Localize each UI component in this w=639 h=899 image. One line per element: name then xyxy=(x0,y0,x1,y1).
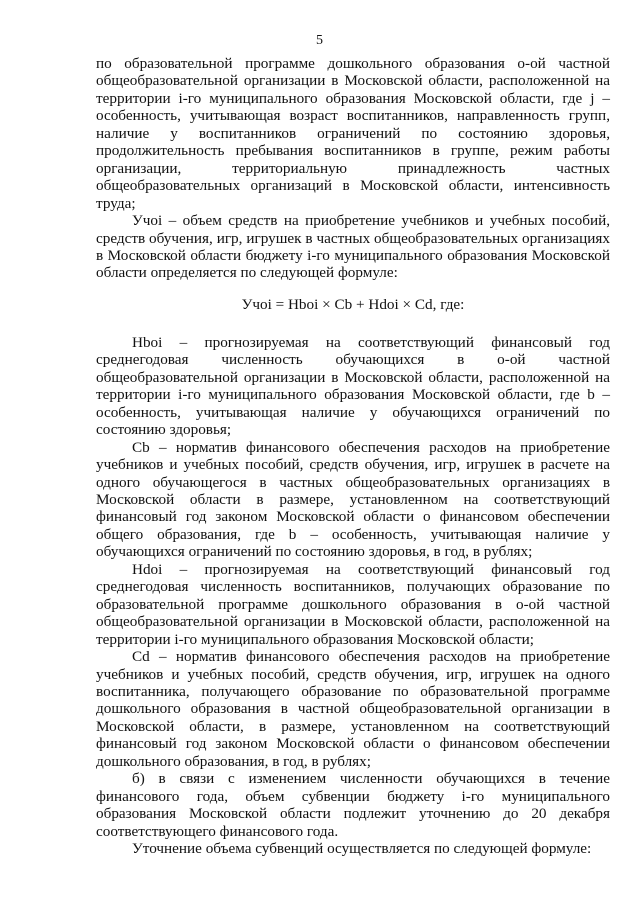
definition-cd: Cd – норматив финансового обеспечения расходов на приобретение учебников и учебных пособий, средств обучения, игр, игрушек на одного воспитанника, получающего образование по образовательной программе дошкольного образования в частной общеобразовательной организации в Московской области, в размере, установленном на соответствующий финансовый год законом Московской области о финансовом обеспечении дошкольного образования, в год, в рублях; xyxy=(96,648,610,770)
paragraph-continuation: по образовательной программе дошкольного образования о-ой частной общеобразовательной организации в Московской области, расположенной на территории i-го муниципального образования Московской области, где j – особенность, учитывающая возраст воспитанников, направленность групп, наличие у воспитанников ограничений по состоянию здоровья, продолжительность пребывания воспитанников в группе, режим работы организации, территориальную принадлежность частных общеобразовательных организаций в Московской области, интенсивность труда; xyxy=(96,55,610,212)
document-body xyxy=(96,55,610,857)
definition-hboi: Hboi – прогнозируемая на соответствующий финансовый год среднегодовая численность обучающихся в о-ой частной общеобразовательной организации в Московской области, расположенной на территории i-го муниципального образования Московской области, где b – особенность, учитывающая наличие у обучающихся ограничений по состоянию здоровья; xyxy=(96,333,610,439)
formula: Учоi = Hboi × Cb + Hdoi × Cd, где: xyxy=(241,295,465,313)
paragraph-subvention-clarification: б) в связи с изменением численности обучающихся в течение финансового года, объем субвенции бюджету i-го муниципального образования Московской области подлежит уточнению до 20 декабря соответствующего финансового года. xyxy=(96,770,610,840)
paragraph-textbook-funds: Учоi – объем средств на приобретение учебников и учебных пособий, средств обучения, игр, игрушек в частных общеобразовательных организациях в Московской области бюджету i-го муниципального образования Московской области определяется по следующей формуле: xyxy=(96,212,610,282)
definition-hdoi: Hdoi – прогнозируемая на соответствующий финансовый год среднегодовая численность воспитанников, получающих образование по образовательной программе дошкольного образования в о-ой частной общеобразовательной организации в Московской области, расположенной на территории i-го муниципального образования Московской области; xyxy=(96,560,610,648)
page-number: 5 xyxy=(316,33,323,48)
definition-cb: Cb – норматив финансового обеспечения расходов на приобретение учебников и учебных пособий, средств обучения, игр, игрушек в расчете на одного обучающегося в частных общеобразовательных организациях в Московской области в размере, установленном на соответствующий финансовый год законом Московской области о финансовом обеспечении общего образования, где b – особенность, учитывающая наличие у обучающихся ограничений по состоянию здоровья, в год, в рублях; xyxy=(96,438,610,561)
paragraph-formula-intro: Уточнение объема субвенций осуществляется по следующей формуле: xyxy=(132,840,592,858)
